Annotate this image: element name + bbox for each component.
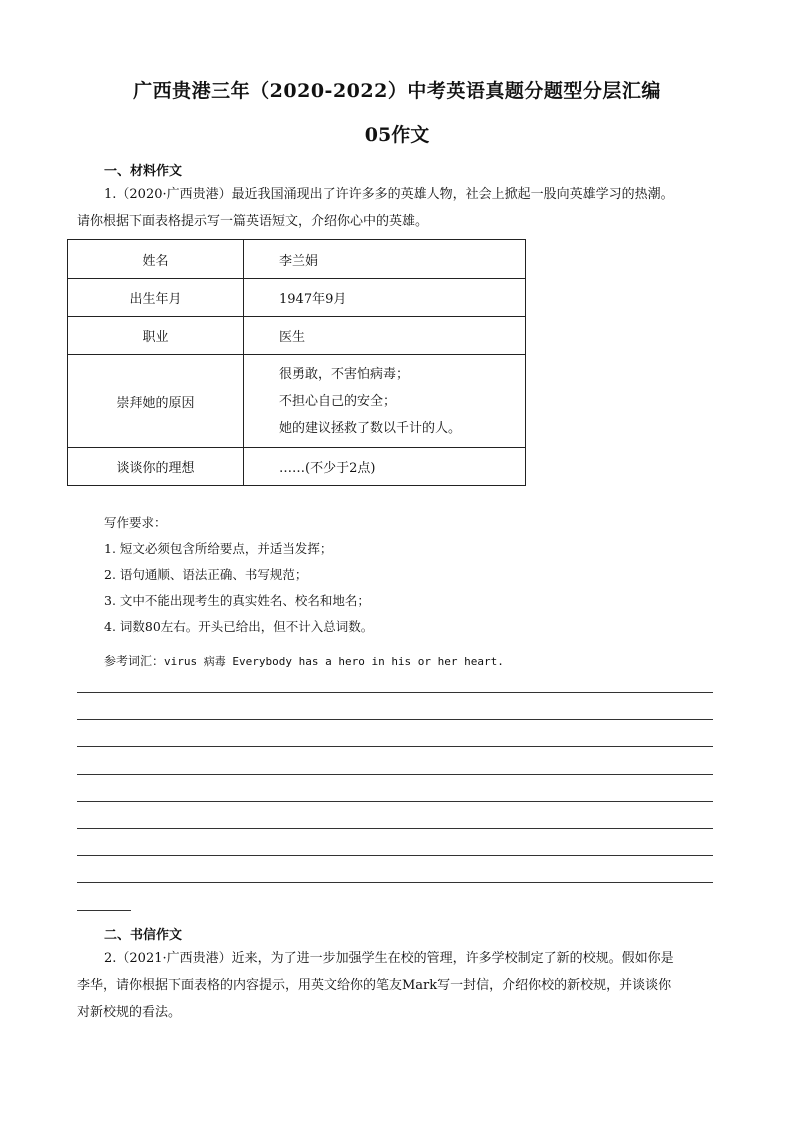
reason-line-2: 不担心自己的安全； [279,393,397,409]
table-key-job: 职业 [68,317,244,355]
table-row [68,240,526,279]
table-key-dream: 谈谈你的理想 [68,448,244,486]
writing-line [77,746,713,747]
section-heading-1: 一、材料作文 [104,164,183,179]
info-table [67,239,526,486]
table-value-birth: 1947年9月 [244,279,526,317]
table-value-name: 李兰娟 [244,240,526,279]
table-row [68,279,526,317]
reference-label: 参考词汇： [104,654,165,668]
writing-line [77,692,713,693]
table-row [68,317,526,355]
question-2-line-3: 对新校规的看法。 [77,1005,182,1020]
requirement-2: 2. 语句通顺、语法正确、书写规范； [104,567,308,582]
writing-line [77,882,713,883]
table-value-job: 医生 [244,317,526,355]
requirements-title: 写作要求： [104,515,167,530]
table-value-reason [244,355,526,448]
separator-line [77,910,131,911]
question-2-prompt [77,945,737,1026]
table-key-reason: 崇拜她的原因 [68,355,244,448]
document-title: 广西贵港三年（2020-2022）中考英语真题分题型分层汇编 [133,80,661,102]
writing-line [77,828,713,829]
question-1-prompt [77,181,737,235]
reason-line-3: 她的建议拯救了数以千计的人。 [279,420,462,436]
table-value-dream: ……(不少于2点) [244,448,526,486]
question-2-line-2: 李华，请你根据下面表格的内容提示，用英文给你的笔友Mark写一封信，介绍你校的新校规，并谈谈你 [77,978,672,993]
table-row [68,448,526,486]
writing-line [77,855,713,856]
requirement-4: 4. 词数80左右。开头已给出，但不计入总词数。 [104,619,374,634]
writing-requirements [104,510,373,640]
reference-vocab [104,652,504,669]
table-row [68,355,526,448]
section-heading-2: 二、书信作文 [104,928,183,943]
writing-line [77,719,713,720]
table-key-birth: 出生年月 [68,279,244,317]
question-1-line-1: 1.（2020·广西贵港）最近我国涌现出了许许多多的英雄人物，社会上掀起一股向英雄学习的热潮。 [104,187,674,202]
question-2-line-1: 2.（2021·广西贵港）近来，为了进一步加强学生在校的管理，许多学校制定了新的校规。假如你是 [104,951,674,966]
document-subtitle: 05作文 [364,124,430,146]
requirement-3: 3. 文中不能出现考生的真实姓名、校名和地名； [104,593,370,608]
reason-line-1: 很勇敢，不害怕病毒； [279,366,410,382]
table-key-name: 姓名 [68,240,244,279]
writing-line [77,774,713,775]
requirement-1: 1. 短文必须包含所给要点，并适当发挥； [104,541,333,556]
question-1-line-2: 请你根据下面表格提示写一篇英语短文，介绍你心中的英雄。 [77,214,429,229]
writing-line [77,801,713,802]
reference-text: virus 病毒 Everybody has a hero in his or her heart. [164,655,504,668]
